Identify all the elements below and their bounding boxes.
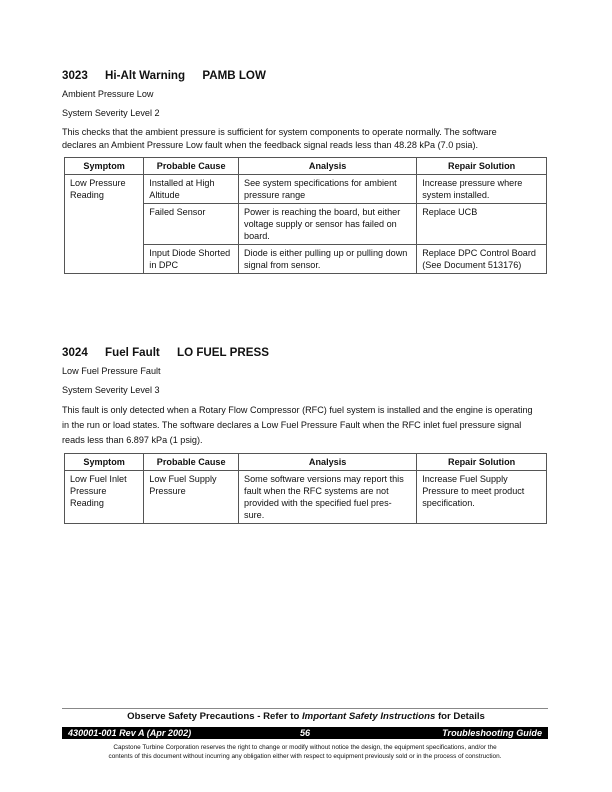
header-repair-solution: Repair Solution [417,454,547,471]
document-number: 430001-001 Rev A (Apr 2002) [68,728,192,738]
header-repair-solution: Repair Solution [417,158,547,175]
fault-heading [62,68,548,84]
cause-cell: Low Fuel Supply Pressure [144,471,239,524]
solution-cell: Increase pressure where system installed. [417,175,547,204]
solution-cell: Increase Fuel Supply Pressure to meet product specification. [417,471,547,524]
safety-warning-prefix: Observe Safety Precautions - Refer to [127,711,303,722]
header-analysis: Analysis [239,158,417,175]
fault-code: 3024 [62,346,88,359]
analysis-cell: See system specifications for ambient pressure range [239,175,417,204]
fault-short-name: LO FUEL PRESS [177,346,269,359]
description-line: This checks that the ambient pressure is sufficient for system components to operate normally. The software [62,127,497,137]
table-header-row [65,454,547,471]
cause-cell: Input Diode Shorted in DPC [144,245,239,274]
solution-cell: Replace UCB [417,204,547,245]
fault-section-3024 [62,345,548,524]
symptom-cell: Low Fuel Inlet Pressure Reading [65,471,144,524]
fault-heading [62,345,548,361]
footer-bar [62,727,548,739]
table-row [65,471,547,524]
fault-code: 3023 [62,69,88,82]
header-symptom: Symptom [65,158,144,175]
fault-subtitle: Ambient Pressure Low [62,89,154,99]
table-row [65,175,547,204]
fault-title: Hi-Alt Warning [105,69,186,82]
table-header-row [65,158,547,175]
fault-short-name: PAMB LOW [202,69,266,82]
troubleshooting-table [64,453,547,524]
disclaimer-line: Capstone Turbine Corporation reserves the right to change or modify without notice the design, the equipment specifications, and/or the [113,744,497,751]
severity-level: System Severity Level 3 [62,385,160,395]
symptom-cell: Low Pressure Reading [65,175,144,274]
header-symptom: Symptom [65,454,144,471]
troubleshooting-table [64,157,547,274]
fault-section-3023 [62,68,548,274]
severity-level: System Severity Level 2 [62,108,160,118]
analysis-cell: Power is reaching the board, but either voltage supply or sensor has failed on board. [239,204,417,245]
description-line: in the run or load states. The software declares a Low Fuel Pressure Fault when the RFC inlet fuel pressure signal [62,420,522,430]
analysis-cell: Some software versions may report this fault when the RFC systems are not provided with the specified fuel pres-sure. [239,471,417,524]
header-probable-cause: Probable Cause [144,158,239,175]
fault-subtitle: Low Fuel Pressure Fault [62,366,161,376]
fault-title: Fuel Fault [105,346,160,359]
guide-title: Troubleshooting Guide [442,728,542,738]
safety-warning-suffix: for Details [435,711,485,722]
cause-cell: Installed at High Altitude [144,175,239,204]
description-line: declares an Ambient Pressure Low fault when the feedback signal reads less than 48.28 kPa (7.0 psia). [62,140,479,150]
header-probable-cause: Probable Cause [144,454,239,471]
description-line: reads less than 6.897 kPa (1 psig). [62,435,203,445]
safety-instructions-reference: Important Safety Instructions [302,711,436,722]
header-analysis: Analysis [239,454,417,471]
disclaimer [62,743,548,761]
page-number: 56 [299,728,311,738]
cause-cell: Failed Sensor [144,204,239,245]
solution-cell: Replace DPC Control Board (See Document 513176) [417,245,547,274]
footer-divider [62,708,548,709]
analysis-cell: Diode is either pulling up or pulling down signal from sensor. [239,245,417,274]
description-line: This fault is only detected when a Rotary Flow Compressor (RFC) fuel system is installed and the engine is operating [62,405,533,415]
disclaimer-line: contents of this document without incurring any obligation either with respect to equipment previously sold or in the process of construction. [108,753,502,760]
safety-warning [0,711,612,722]
